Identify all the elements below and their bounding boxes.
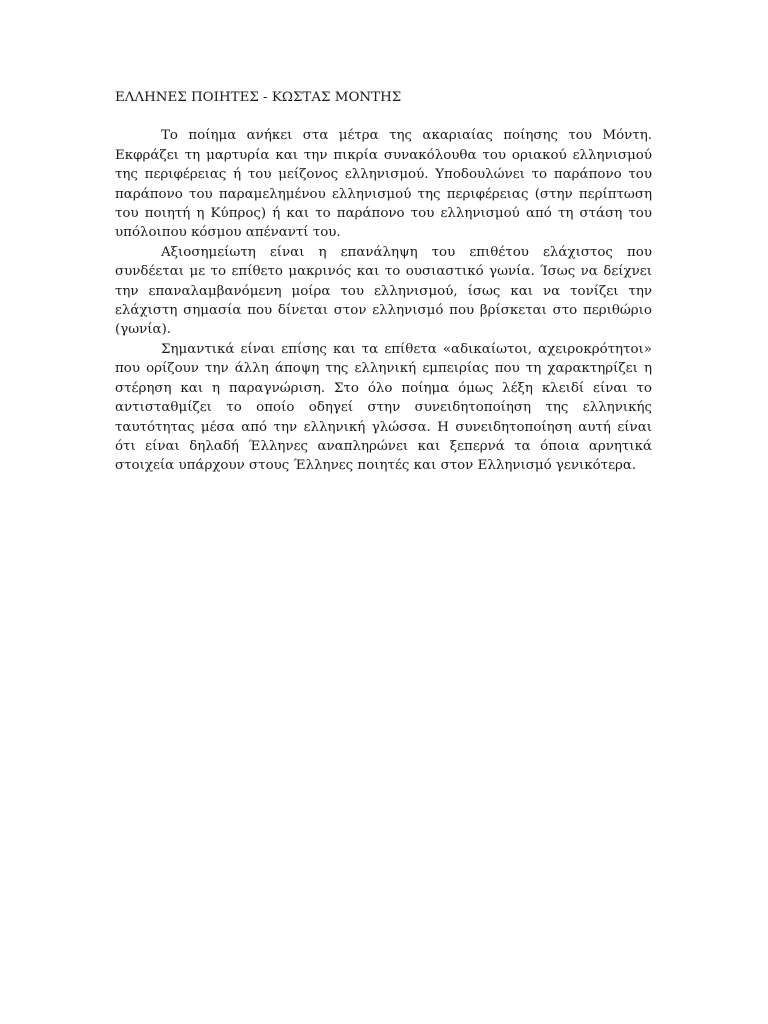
paragraph-1: Το ποίημα ανήκει στα μέτρα της ακαριαίας ποίησης του Μόντη. Εκφράζει τη μαρτυρία και την πικρία συνακόλουθα του οριακού ελληνισμού της περιφέρειας ή του μείζονος ελληνισμού. Υποδουλώνει το παράπονο του παράπονο του παραμελημένου ελληνισμού της περιφέρειας (στην περίπτωση του ποιητή η Κύπρος) ή και το παράπονο του ελληνισμού από τη στάση του υπόλοιπου κόσμου απέναντί του.	[115, 128, 652, 241]
paragraph-2: Αξιοσημείωτη είναι η επανάληψη του επιθέτου ελάχιστος που συνδέεται με το επίθετο μακρινός και το ουσιαστικό γωνία. Ίσως να δείχνει την επαναλαμβανόμενη μοίρα του ελληνισμού, ίσως και να τονίζει την ελάχιστη σημασία που δίνεται στον ελληνισμό που βρίσκεται στο περιθώριο (γωνία).	[115, 244, 652, 338]
document-body	[115, 88, 652, 476]
document-title: ΕΛΛΗΝΕΣ ΠΟΙΗΤΕΣ - ΚΩΣΤΑΣ ΜΟΝΤΗΣ	[115, 90, 402, 105]
paragraph-3: Σημαντικά είναι επίσης και τα επίθετα «αδικαίωτοι, αχειροκρότητοι» που ορίζουν την άλλη άποψη της ελληνική εμπειρίας που τη χαρακτηρίζει η στέρηση και η παραγνώριση. Στο όλο ποίημα όμως λέξη κλειδί είναι το αντισταθμίζει το οποίο οδηγεί στην συνειδητοποίηση της ελληνικής ταυτότητας μέσα από την ελληνική γλώσσα. Η συνειδητοποίηση αυτή είναι ότι είναι δηλαδή Έλληνες αναπληρώνει και ξεπερνά τα όποια αρνητικά στοιχεία υπάρχουν στους Έλληνες ποιητές και στον Ελληνισμό γενικότερα.	[115, 341, 652, 474]
